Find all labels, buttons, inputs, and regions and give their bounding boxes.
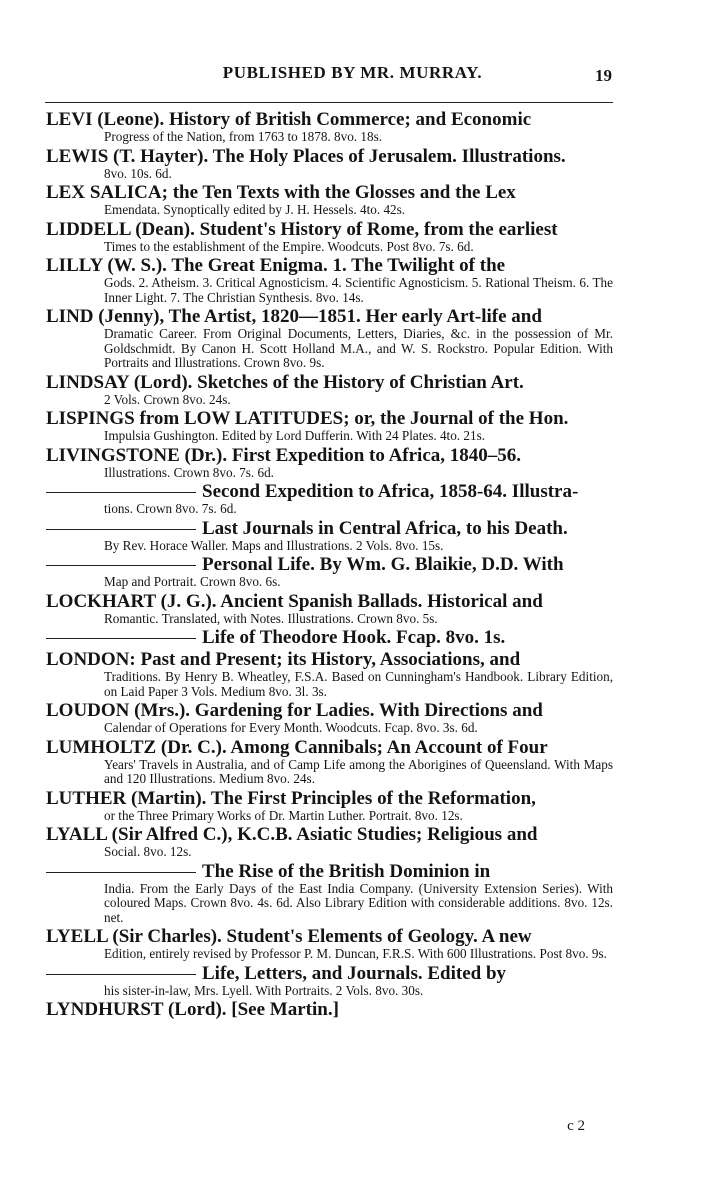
ditto-dash: [46, 565, 196, 566]
entry-heading: [46, 592, 613, 612]
entry-heading-text: LUMHOLTZ (Dr. C.). Among Cannibals; An Account of Four: [46, 736, 548, 758]
entry-description: Calendar of Operations for Every Month. Woodcuts. Fcap. 8vo. 3s. 6d.: [104, 720, 478, 735]
entry-heading: [46, 482, 613, 502]
entry-heading-text: Life, Letters, and Journals. Edited by: [202, 962, 507, 984]
catalogue-entry: [46, 862, 613, 926]
entry-heading-text: LEWIS (T. Hayter). The Holy Places of Jerusalem. Illustrations.: [46, 145, 566, 167]
entry-heading-text: LEVI (Leone). History of British Commerce; and Economic: [46, 109, 532, 130]
entry-description: Traditions. By Henry B. Wheatley, F.S.A. Based on Cunningham's Handbook. Library Edition, on Laid Paper 3 Vols. Medium 8vo. 3l. 3s.: [104, 669, 613, 699]
entry-heading: [46, 373, 613, 393]
ditto-dash: [46, 492, 196, 493]
entry-heading: [46, 650, 613, 670]
entry-heading-text: LIVINGSTONE (Dr.). First Expedition to Africa, 1840–56.: [46, 444, 522, 466]
catalogue-entry: [46, 446, 613, 481]
entry-description: India. From the Early Days of the East India Company. (University Extension Series). With coloured Maps. Crown 8vo. 4s. 6d. Also Library Edition with considerable additions. 8vo. 12s. net.: [104, 880, 613, 925]
entry-heading-text: LISPINGS from LOW LATITUDES; or, the Journal of the Hon.: [46, 408, 569, 429]
entry-description: Years' Travels in Australia, and of Camp Life among the Aborigines of Queensland. With Maps and 120 Illustrations. Medium 8vo. 24s.: [104, 756, 613, 786]
page-header: [0, 58, 705, 88]
signature-mark: c 2: [567, 1118, 585, 1134]
entry-heading-text: LYELL (Sir Charles). Student's Elements of Geology. A new: [46, 926, 532, 947]
entry-heading-text: LINDSAY (Lord). Sketches of the History of Christian Art.: [46, 371, 524, 393]
entry-description: Edition, entirely revised by Professor P. M. Duncan, F.R.S. With 600 Illustrations. Post 8vo. 9s.: [104, 946, 607, 961]
entry-heading: [46, 147, 613, 167]
entry-heading-text: The Rise of the British Dominion in: [202, 860, 491, 882]
entry-heading: [46, 409, 613, 429]
catalogue-entry: [46, 220, 613, 255]
catalogue-entry: [46, 409, 613, 444]
catalogue-entry: [46, 628, 613, 648]
entry-description: tions. Crown 8vo. 7s. 6d.: [104, 501, 237, 516]
entry-heading-text: LOCKHART (J. G.). Ancient Spanish Ballads. Historical and: [46, 590, 543, 612]
entry-description: Dramatic Career. From Original Documents, Letters, Diaries, &c. in the possession of Mr. Goldschmidt. By Canon H. Scott Holland M.A., and W. S. Rockstro. Popular Edition. With Portraits and Illustrations. Crown 8vo. 9s.: [104, 326, 613, 370]
ditto-dash: [46, 872, 196, 873]
entry-heading-text: LIND (Jenny), The Artist, 1820—1851. Her early Art-life and: [46, 306, 542, 327]
catalogue-entry: [46, 519, 613, 554]
entry-heading-text: Second Expedition to Africa, 1858-64. Illustra-: [202, 481, 579, 502]
entry-heading-text: Personal Life. By Wm. G. Blaikie, D.D. With: [202, 554, 564, 575]
entry-heading: [46, 256, 613, 276]
entry-heading: [46, 701, 613, 721]
ditto-dash: [46, 638, 196, 639]
entry-heading-text: LILLY (W. S.). The Great Enigma. 1. The Twilight of the: [46, 255, 506, 276]
entry-description: 2 Vols. Crown 8vo. 24s.: [104, 391, 231, 407]
entry-heading: [46, 862, 613, 882]
entry-heading: [46, 183, 613, 203]
entry-heading: [46, 220, 613, 240]
catalogue-entry: [46, 592, 613, 627]
catalogue-entry: [46, 183, 613, 218]
catalogue-entry: [46, 555, 613, 590]
page-number: 19: [595, 66, 612, 85]
entry-heading-text: LUTHER (Martin). The First Principles of the Reformation,: [46, 787, 536, 809]
entry-description: 8vo. 10s. 6d.: [104, 165, 172, 181]
catalogue-entry: [46, 650, 613, 699]
entry-heading: [46, 738, 613, 758]
catalogue-entry: [46, 256, 613, 305]
entry-description: By Rev. Horace Waller. Maps and Illustrations. 2 Vols. 8vo. 15s.: [104, 537, 444, 553]
catalogue-entry: [46, 373, 613, 408]
entry-heading: [46, 825, 613, 845]
entry-heading: [46, 307, 613, 327]
entry-heading-text: Life of Theodore Hook. Fcap. 8vo. 1s.: [202, 627, 506, 648]
entry-description: Impulsia Gushington. Edited by Lord Dufferin. With 24 Plates. 4to. 21s.: [104, 428, 486, 443]
entry-description: Romantic. Translated, with Notes. Illustrations. Crown 8vo. 5s.: [104, 610, 438, 626]
entry-heading-text: LYNDHURST (Lord). [See Martin.]: [46, 999, 339, 1020]
entry-description: Progress of the Nation, from 1763 to 1878. 8vo. 18s.: [104, 129, 383, 144]
ditto-dash: [46, 529, 196, 530]
entry-heading: [46, 110, 613, 130]
entry-heading: [46, 446, 613, 466]
catalogue-entry: [46, 964, 613, 999]
entry-heading: [46, 628, 613, 648]
entry-heading: [46, 927, 613, 947]
entry-description: Gods. 2. Atheism. 3. Critical Agnosticism. 4. Scientific Agnosticism. 5. Rational Theism. 6. The Inner Light. 7. The Christian Synthesis. 8vo. 14s.: [104, 275, 613, 305]
entry-heading-text: LYALL (Sir Alfred C.), K.C.B. Asiatic Studies; Religious and: [46, 824, 538, 845]
header-rule: [45, 102, 613, 103]
ditto-dash: [46, 974, 196, 975]
entry-heading: [46, 964, 613, 984]
catalogue-entry: [46, 110, 613, 145]
entry-description: Illustrations. Crown 8vo. 7s. 6d.: [104, 464, 274, 480]
entry-description: or the Three Primary Works of Dr. Martin Luther. Portrait. 8vo. 12s.: [104, 807, 463, 823]
entry-heading-text: LOUDON (Mrs.). Gardening for Ladies. With Directions and: [46, 700, 543, 721]
catalogue-entries: [46, 110, 613, 1022]
entry-description: Map and Portrait. Crown 8vo. 6s.: [104, 574, 281, 589]
entry-heading: [46, 1000, 613, 1020]
entry-heading-text: LEX SALICA; the Ten Texts with the Glosses and the Lex: [46, 182, 516, 203]
entry-description: Emendata. Synoptically edited by J. H. Hessels. 4to. 42s.: [104, 202, 406, 217]
entry-heading: [46, 555, 613, 575]
entry-heading-text: Last Journals in Central Africa, to his Death.: [202, 517, 568, 539]
catalogue-entry: [46, 927, 613, 962]
catalogue-entry: [46, 482, 613, 517]
entry-description: his sister-in-law, Mrs. Lyell. With Portraits. 2 Vols. 8vo. 30s.: [104, 982, 424, 998]
catalogue-entry: [46, 738, 613, 787]
entry-heading-text: LIDDELL (Dean). Student's History of Rome, from the earliest: [46, 218, 558, 240]
catalogue-entry: [46, 701, 613, 736]
entry-heading: [46, 519, 613, 539]
catalogue-entry: [46, 307, 613, 371]
catalogue-entry: [46, 147, 613, 182]
catalogue-entry: [46, 1000, 613, 1020]
catalogue-entry: [46, 825, 613, 860]
running-title: PUBLISHED BY MR. MURRAY.: [222, 63, 483, 82]
entry-heading: [46, 789, 613, 809]
catalogue-entry: [46, 789, 613, 824]
entry-heading-text: LONDON: Past and Present; its History, Associations, and: [46, 649, 521, 670]
entry-description: Times to the establishment of the Empire. Woodcuts. Post 8vo. 7s. 6d.: [104, 238, 474, 254]
entry-description: Social. 8vo. 12s.: [104, 844, 192, 859]
